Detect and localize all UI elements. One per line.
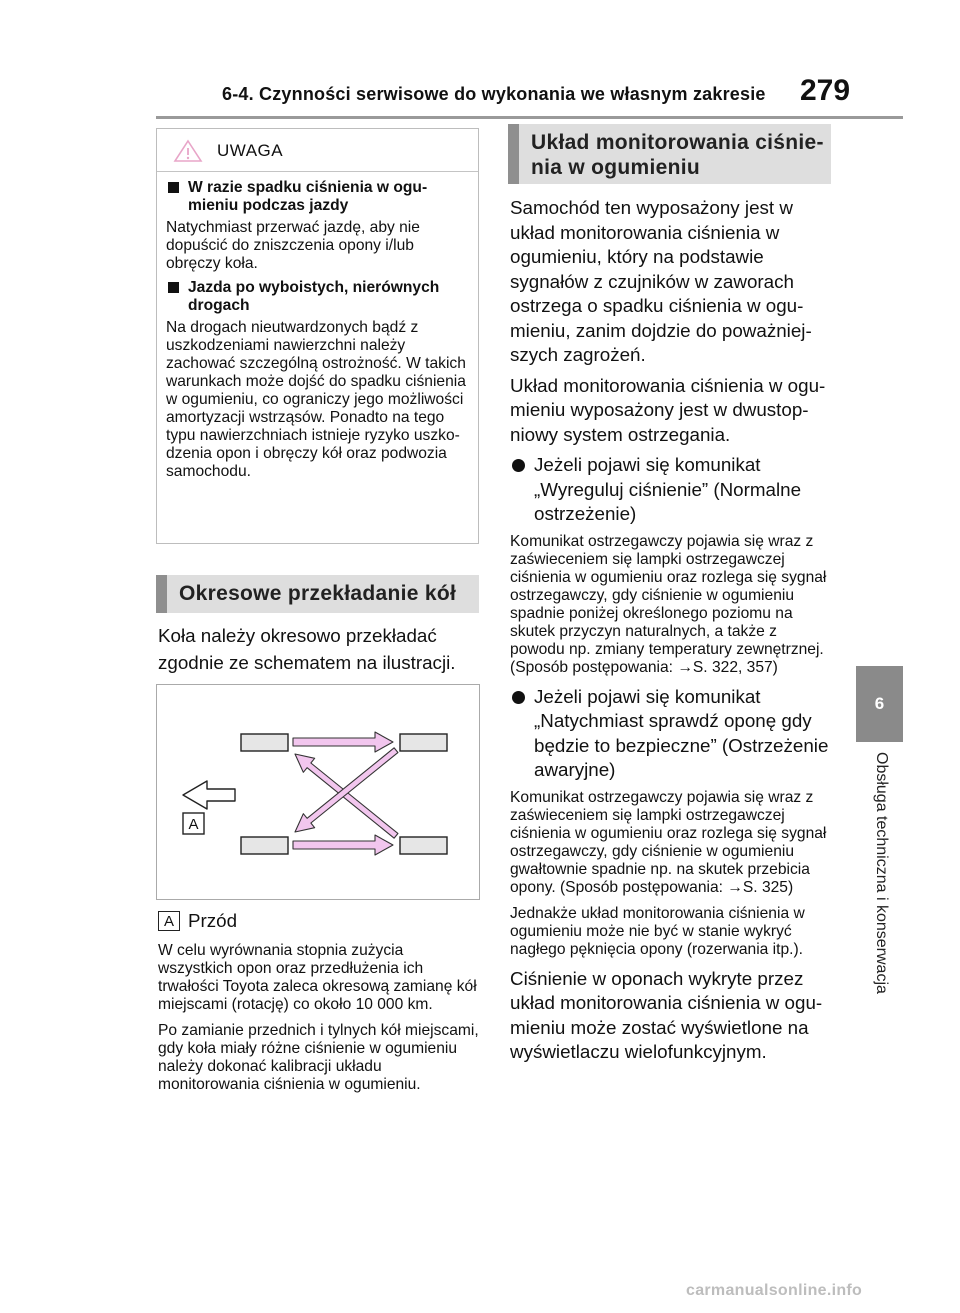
tpms-bullet-text: Jeżeli pojawi się komunikat „Wyreguluj ciśnienie” (Normalne ostrzeżenie) [534, 454, 802, 524]
front-left-wheel [241, 734, 288, 751]
warning-header [157, 129, 478, 171]
tpms-bullet [510, 453, 832, 527]
page-number: 279 [800, 74, 851, 107]
warning-item-text: Na drogach nieutwardzonych bądź z uszkodzeniami nawierzchni należy zachować szczególną ostrożność. W takich warunkach może dojść do spadku ciśnienia w ogumieniu, co ograniczy jego możliwości amortyzacji wstrząsów. Ponadto na tego typu nawierzchniach istnieje ryzyko uszkodzenia opon i obręczy kół oraz podwozia samochodu. [166, 319, 466, 480]
rotation-note: Po zamianie przednich i tylnych kół miejscami, gdy koła miały różne ciśnienie w ogumieniu należy dokonać kalibracji układu monitorowania ciśnienia w ogumieniu. [158, 1022, 479, 1093]
bullet-icon [512, 691, 525, 704]
warning-item-heading [166, 279, 472, 315]
warning-item-heading-text: Jazda po wyboistych, nierównych drogach [188, 279, 440, 314]
bullet-icon [512, 459, 525, 472]
warning-item-heading [166, 179, 472, 215]
warning-label: UWAGA [217, 141, 284, 160]
rotation-intro: Koła należy okresowo przekładać zgodnie ze schematem na ilustracji. [158, 625, 456, 673]
warning-triangle-icon [173, 139, 203, 163]
warning-item-text: Natychmiast przerwać jazdę, aby nie dopuścić do zniszczenia opony i/lub obręczy koła. [166, 219, 420, 272]
wheel-rotation-diagram [156, 684, 480, 900]
section-heading-rotation: Okresowe przekładanie kół [156, 575, 479, 613]
legend-text: Przód [188, 910, 238, 931]
rotation-note: W celu wyrównania stopnia zużycia wszystkich opon oraz przedłużenia ich trwałości Toyota zaleca okresową zamianę kół miejscami (rotację) co około 10 000 km. [158, 942, 477, 1013]
warning-body [166, 179, 472, 487]
rotation-diagram-svg [157, 685, 479, 899]
rear-right-wheel [400, 837, 447, 854]
legend-badge: A [158, 911, 180, 931]
tpms-detail: Jednakże układ monitorowania ciśnienia w ogumieniu może nie być w stanie wykryć nagłego pęknięcia opony (rozerwania itp.). [510, 904, 805, 958]
rear-left-wheel [241, 837, 288, 854]
section-heading-tpms: Układ monitorowania ciśnienia w ogumieniu [508, 124, 831, 184]
diagram-legend [158, 910, 237, 932]
warning-item-heading-text: W razie spadku ciśnienia w ogumieniu podczas jazdy [188, 179, 428, 214]
running-header: 6-4. Czynności serwisowe do wykonania we własnym zakresie [222, 84, 766, 104]
tpms-bullet [510, 685, 832, 783]
front-right-wheel [400, 734, 447, 751]
tpms-detail: Komunikat ostrzegawczy pojawia się wraz z zaświeceniem się lampki ostrzegawczej ciśnienia w ogumieniu oraz rozlega się sygnał ostrzegawczy, gdy ciśnienie w ogumieniu gwałtownie spadnie np. na skutek przebicia opony. (Sposób postępowania: →S. 325) [510, 788, 827, 896]
square-bullet-icon [168, 182, 179, 193]
rotation-notes [158, 942, 480, 1102]
watermark: carmanualsonline.info [686, 1282, 863, 1299]
front-direction-arrow [183, 781, 235, 809]
tpms-column [510, 196, 832, 1071]
warning-box [156, 128, 479, 544]
divider [157, 171, 478, 172]
chapter-label: Obsługa techniczna i konserwacja [873, 752, 890, 994]
square-bullet-icon [168, 282, 179, 293]
tpms-paragraph: Układ monitorowania ciśnienia w ogumieniu wyposażony jest w dwustopniowy system ostrzegania. [510, 374, 826, 445]
tpms-paragraph: Samochód ten wyposażony jest w układ monitorowania ciśnienia w ogumieniu, który na podstawie sygnałów z czujników w zaworach ostrzega o spadku ciśnienia w ogumieniu, zanim dojdzie do poważniejszych zagrożeń. [510, 197, 812, 365]
front-label-a: A [188, 816, 199, 833]
bottom-arrow [293, 835, 393, 855]
tpms-detail: Komunikat ostrzegawczy pojawia się wraz z zaświeceniem się lampki ostrzegawczej ciśnienia w ogumieniu oraz rozlega się sygnał ostrzegawczy, gdy ciśnienie w ogumieniu spadnie poniżej określonego poziomu na skutek przyczyn naturalnych, a także z powodu np. zmiany temperatury zewnętrznej. (Sposób postępowania: →S. 322, 357) [510, 532, 827, 676]
chapter-tab[interactable]: 6 [856, 666, 903, 742]
tpms-paragraph: Ciśnienie w oponach wykryte przez układ monitorowania ciśnienia w ogumieniu może zostać wyświetlone na wyświetlaczu wielofunkcyjnym. [510, 967, 823, 1062]
tpms-bullet-text: Jeżeli pojawi się komunikat „Natychmiast sprawdź oponę gdy będzie to bezpieczne” (Ostrzeżenie awaryjne) [534, 685, 829, 780]
top-arrow [293, 732, 393, 752]
header-rule [156, 116, 903, 119]
